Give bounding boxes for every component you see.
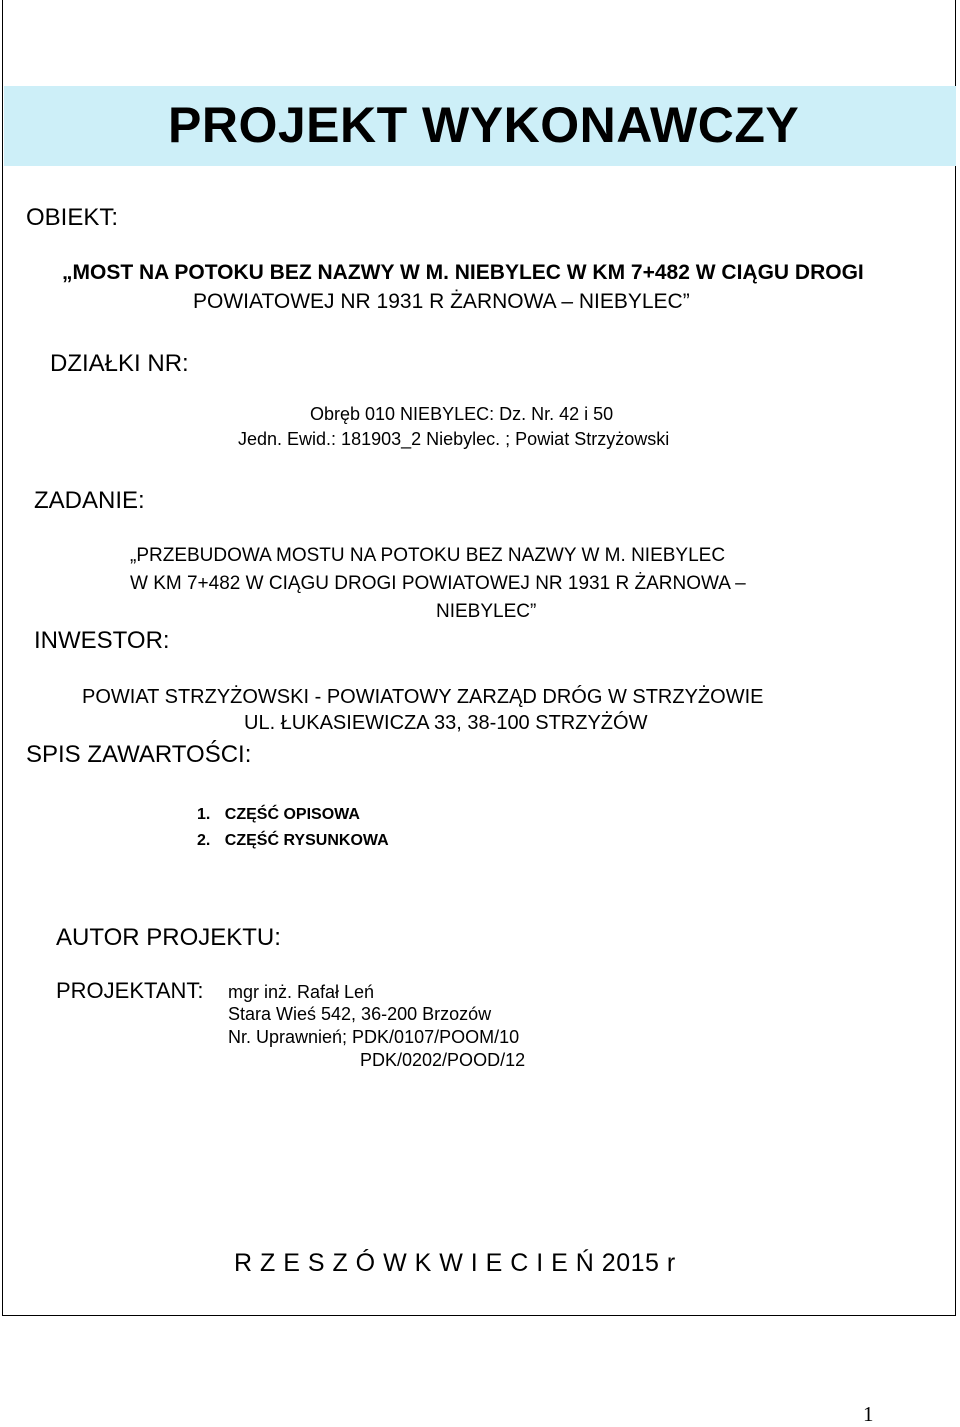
spis-label: SPIS ZAWARTOŚCI: [26, 741, 252, 768]
spis-item-1 [197, 806, 360, 824]
spis-item-number: 1. [197, 806, 211, 823]
projektant-name: mgr inż. Rafał Leń [228, 982, 375, 1002]
projektant-license-1: Nr. Uprawnień; PDK/0107/POOM/10 [228, 1027, 520, 1047]
projektant-label: PROJEKTANT: [56, 978, 204, 1003]
zadanie-line-2: W KM 7+482 W CIĄGU DROGI POWIATOWEJ NR 1931 R ŻARNOWA – [130, 573, 746, 594]
place-date-footer: R Z E S Z Ó W K W I E C I E Ń 2015 r [234, 1249, 676, 1277]
zadanie-line-3: NIEBYLEC” [436, 601, 537, 622]
inwestor-line-1: POWIAT STRZYŻOWSKI - POWIATOWY ZARZĄD DRÓG W STRZYŻOWIE [82, 686, 764, 708]
obiekt-line-2: POWIATOWEJ NR 1931 R ŻARNOWA – NIEBYLEC” [193, 290, 690, 313]
zadanie-label: ZADANIE: [34, 487, 145, 514]
inwestor-label: INWESTOR: [34, 627, 170, 654]
dzialki-label: DZIAŁKI NR: [50, 350, 189, 377]
projektant-address: Stara Wieś 542, 36-200 Brzozów [228, 1004, 492, 1024]
spis-item-2 [197, 832, 389, 850]
obiekt-line-1: „MOST NA POTOKU BEZ NAZWY W M. NIEBYLEC W KM 7+482 W CIĄGU DROGI [62, 261, 864, 284]
page-number: 1 [863, 1402, 874, 1426]
spis-item-text: CZĘŚĆ RYSUNKOWA [224, 832, 389, 849]
document-title: PROJEKT WYKONAWCZY [168, 97, 800, 153]
page-frame [2, 0, 956, 1316]
zadanie-line-1: „PRZEBUDOWA MOSTU NA POTOKU BEZ NAZWY W M. NIEBYLEC [130, 545, 726, 566]
dzialki-line-2: Jedn. Ewid.: 181903_2 Niebylec. ; Powiat Strzyżowski [238, 429, 670, 449]
dzialki-line-1: Obręb 010 NIEBYLEC: Dz. Nr. 42 i 50 [310, 404, 614, 424]
obiekt-label: OBIEKT: [26, 204, 119, 231]
autor-label: AUTOR PROJEKTU: [56, 924, 281, 951]
spis-item-number: 2. [197, 832, 211, 849]
spis-item-text: CZĘŚĆ OPISOWA [224, 806, 360, 823]
inwestor-line-2: UL. ŁUKASIEWICZA 33, 38-100 STRZYŻÓW [244, 712, 648, 734]
projektant-license-2: PDK/0202/POOD/12 [360, 1050, 526, 1070]
